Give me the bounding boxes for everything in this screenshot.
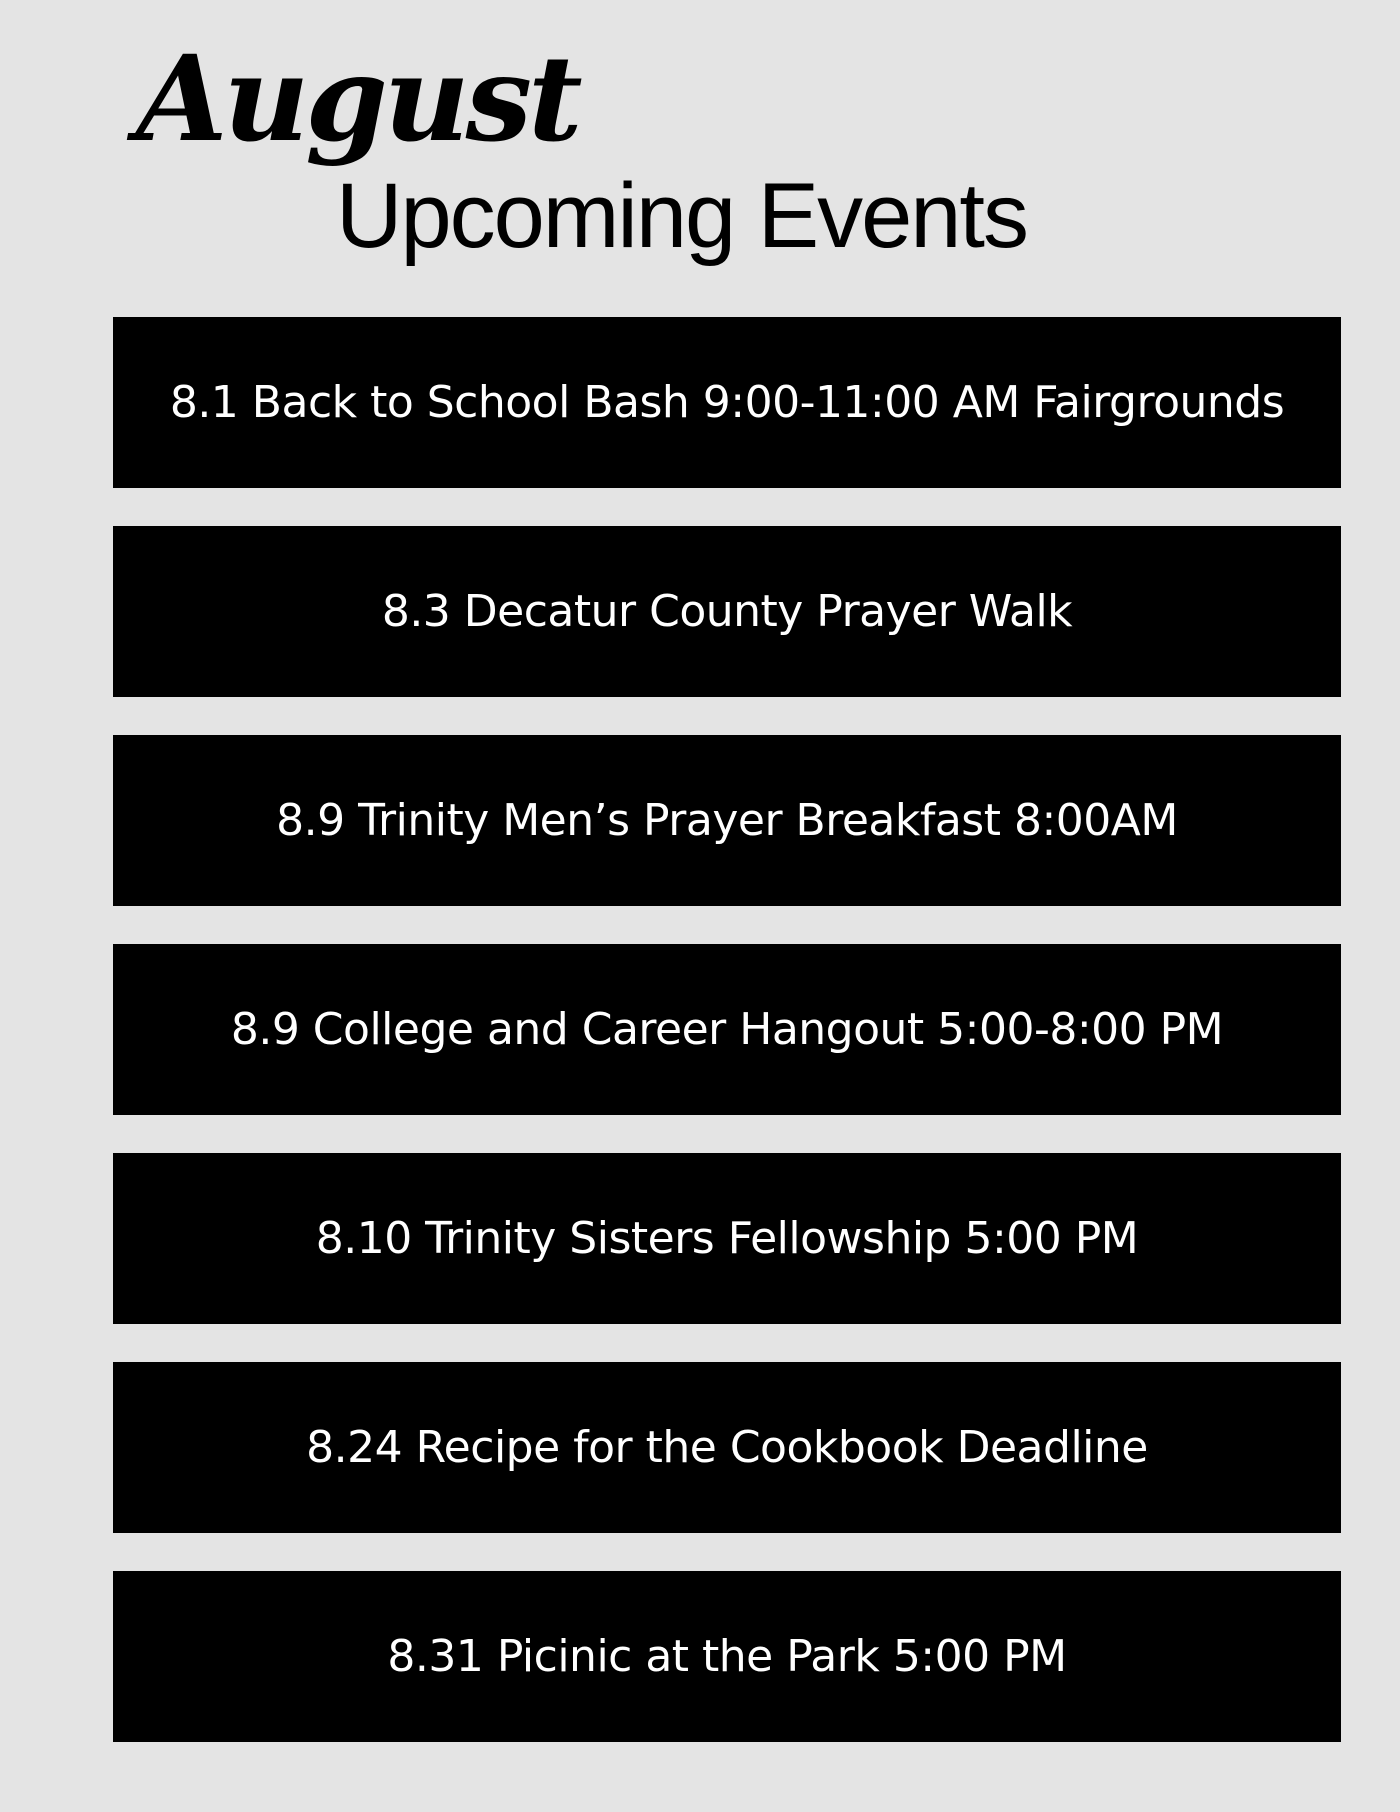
event-item [113,317,1341,488]
page-subtitle: Upcoming Events [336,165,1027,267]
event-label: 8.31 Picinic at the Park 5:00 PM [387,1630,1067,1682]
event-item [113,735,1341,906]
event-item [113,526,1341,697]
event-label: 8.3 Decatur County Prayer Walk [381,585,1073,637]
event-label: 8.24 Recipe for the Cookbook Deadline [306,1421,1148,1473]
event-label: 8.10 Trinity Sisters Fellowship 5:00 PM [315,1212,1139,1264]
event-label: 8.9 College and Career Hangout 5:00-8:00 PM [230,1003,1224,1055]
event-item [113,1362,1341,1533]
event-item [113,1153,1341,1324]
event-item [113,944,1341,1115]
event-label: 8.9 Trinity Men’s Prayer Breakfast 8:00AM [276,794,1178,846]
month-title: August [136,29,579,168]
event-item [113,1571,1341,1742]
event-label: 8.1 Back to School Bash 9:00-11:00 AM Fairgrounds [169,376,1285,428]
event-list [113,317,1341,1742]
header [0,0,1400,300]
